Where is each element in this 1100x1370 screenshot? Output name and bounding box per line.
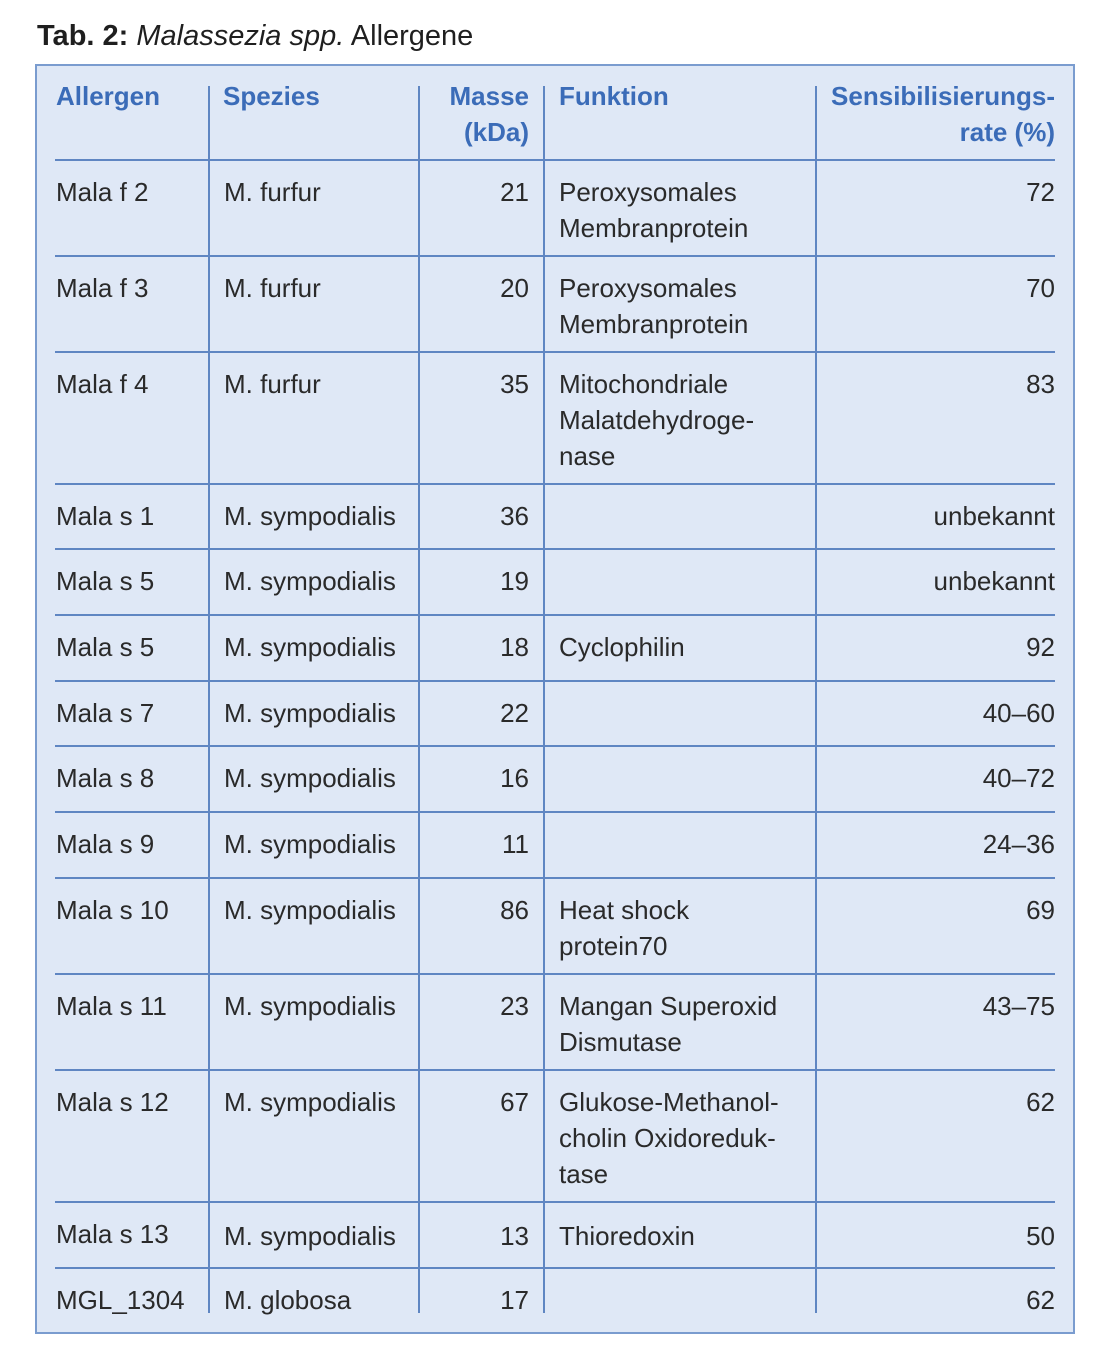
cell-masse: 16 (500, 763, 529, 793)
row-divider (55, 548, 1055, 550)
cell-spezies: M. sympodialis (224, 501, 396, 531)
header-masse-line2: (kDa) (463, 117, 529, 147)
caption-label: Tab. 2: (37, 20, 129, 52)
cell-spezies: M. furfur (224, 273, 321, 303)
cell-masse: 86 (500, 895, 529, 925)
cell-allergen: Mala s 8 (56, 763, 155, 793)
cell-spezies: M. sympodialis (224, 829, 396, 859)
cell-funktion: Cyclophilin (559, 632, 685, 662)
cell-rate: unbekannt (933, 501, 1055, 531)
row-divider (55, 351, 1055, 353)
cell-funktion: cholin Oxidoreduk- (559, 1123, 776, 1153)
row-divider (55, 483, 1055, 485)
cell-rate: 70 (1026, 273, 1055, 303)
cell-spezies: M. sympodialis (224, 632, 396, 662)
cell-rate: 40–72 (982, 763, 1055, 793)
header-masse-line1: Masse (449, 81, 529, 111)
cell-funktion: Heat shock (559, 895, 690, 925)
cell-allergen: Mala s 11 (56, 991, 167, 1021)
cell-funktion: Membranprotein (559, 309, 749, 339)
header-rate-line2: rate (%) (959, 117, 1055, 147)
row-divider (55, 1267, 1055, 1269)
cell-masse: 11 (502, 829, 529, 859)
cell-funktion: Thioredoxin (559, 1221, 695, 1251)
cell-funktion: Mitochondriale (559, 369, 729, 399)
cell-masse: 22 (500, 698, 529, 728)
cell-allergen: Mala s 7 (56, 698, 155, 728)
cell-funktion: Dismutase (559, 1027, 682, 1057)
cell-funktion: Mangan Superoxid (559, 991, 778, 1021)
cell-masse: 20 (500, 273, 529, 303)
cell-spezies: M. globosa (224, 1285, 352, 1315)
cell-rate: 69 (1026, 895, 1055, 925)
column-divider (208, 86, 210, 1313)
cell-masse: 21 (500, 177, 529, 207)
cell-allergen: Mala f 2 (56, 177, 149, 207)
cell-allergen: MGL_1304 (56, 1285, 185, 1315)
cell-spezies: M. sympodialis (224, 698, 396, 728)
cell-rate: 83 (1026, 369, 1055, 399)
cell-funktion: Glukose-Methanol- (559, 1087, 779, 1117)
cell-masse: 19 (500, 566, 529, 596)
header-rate (817, 78, 1055, 150)
cell-spezies: M. furfur (224, 369, 321, 399)
row-divider (55, 159, 1055, 161)
cell-funktion: Malatdehydroge- (559, 405, 755, 435)
cell-allergen: Mala s 5 (56, 632, 155, 662)
header-rate-line1: Sensibilisierungs- (831, 81, 1055, 111)
cell-funktion: Peroxysomales (559, 273, 737, 303)
cell-funktion: Peroxysomales (559, 177, 737, 207)
cell-rate: 40–60 (982, 698, 1055, 728)
cell-masse: 67 (500, 1087, 529, 1117)
cell-funktion: Membranprotein (559, 213, 749, 243)
cell-masse: 17 (500, 1285, 529, 1315)
header-spezies: Spezies (223, 81, 320, 111)
cell-allergen: Mala f 3 (56, 273, 149, 303)
cell-funktion: tase (559, 1159, 609, 1189)
cell-spezies: M. sympodialis (224, 1087, 396, 1117)
row-divider (55, 614, 1055, 616)
cell-masse: 18 (500, 632, 529, 662)
header-masse (420, 78, 529, 150)
header-funktion: Funktion (559, 81, 669, 111)
row-divider (55, 745, 1055, 747)
cell-masse: 23 (500, 991, 529, 1021)
cell-masse: 35 (500, 369, 529, 399)
cell-spezies: M. sympodialis (224, 895, 396, 925)
cell-spezies: M. sympodialis (224, 1221, 396, 1251)
cell-rate: 62 (1026, 1087, 1055, 1117)
cell-allergen: Mala f 4 (56, 369, 149, 399)
row-divider (55, 1069, 1055, 1071)
column-divider (543, 86, 545, 1313)
cell-rate: 50 (1026, 1221, 1055, 1251)
cell-funktion: protein70 (559, 931, 668, 961)
cell-allergen: Mala s 5 (56, 566, 155, 596)
cell-rate: 72 (1026, 177, 1055, 207)
cell-allergen: Mala s 12 (56, 1087, 169, 1117)
table-caption (37, 16, 473, 56)
row-divider (55, 1201, 1055, 1203)
row-divider (55, 255, 1055, 257)
cell-spezies: M. sympodialis (224, 566, 396, 596)
cell-rate: 24–36 (982, 829, 1055, 859)
caption-genus: Malassezia spp. (136, 20, 345, 52)
cell-spezies: M. sympodialis (224, 763, 396, 793)
cell-allergen: Mala s 1 (56, 501, 155, 531)
caption-rest: Allergene (350, 20, 474, 52)
cell-rate: 92 (1026, 632, 1055, 662)
row-divider (55, 811, 1055, 813)
cell-allergen: Mala s 9 (56, 829, 155, 859)
row-divider (55, 680, 1055, 682)
cell-rate: 62 (1026, 1285, 1055, 1315)
cell-rate: unbekannt (933, 566, 1055, 596)
row-divider (55, 877, 1055, 879)
cell-rate: 43–75 (982, 991, 1055, 1021)
cell-spezies: M. sympodialis (224, 991, 396, 1021)
header-allergen: Allergen (56, 81, 161, 111)
cell-masse: 36 (500, 501, 529, 531)
cell-masse: 13 (500, 1221, 529, 1251)
cell-funktion: nase (559, 441, 616, 471)
cell-allergen: Mala s 13 (56, 1219, 169, 1249)
row-divider (55, 973, 1055, 975)
cell-spezies: M. furfur (224, 177, 321, 207)
cell-allergen: Mala s 10 (56, 895, 169, 925)
